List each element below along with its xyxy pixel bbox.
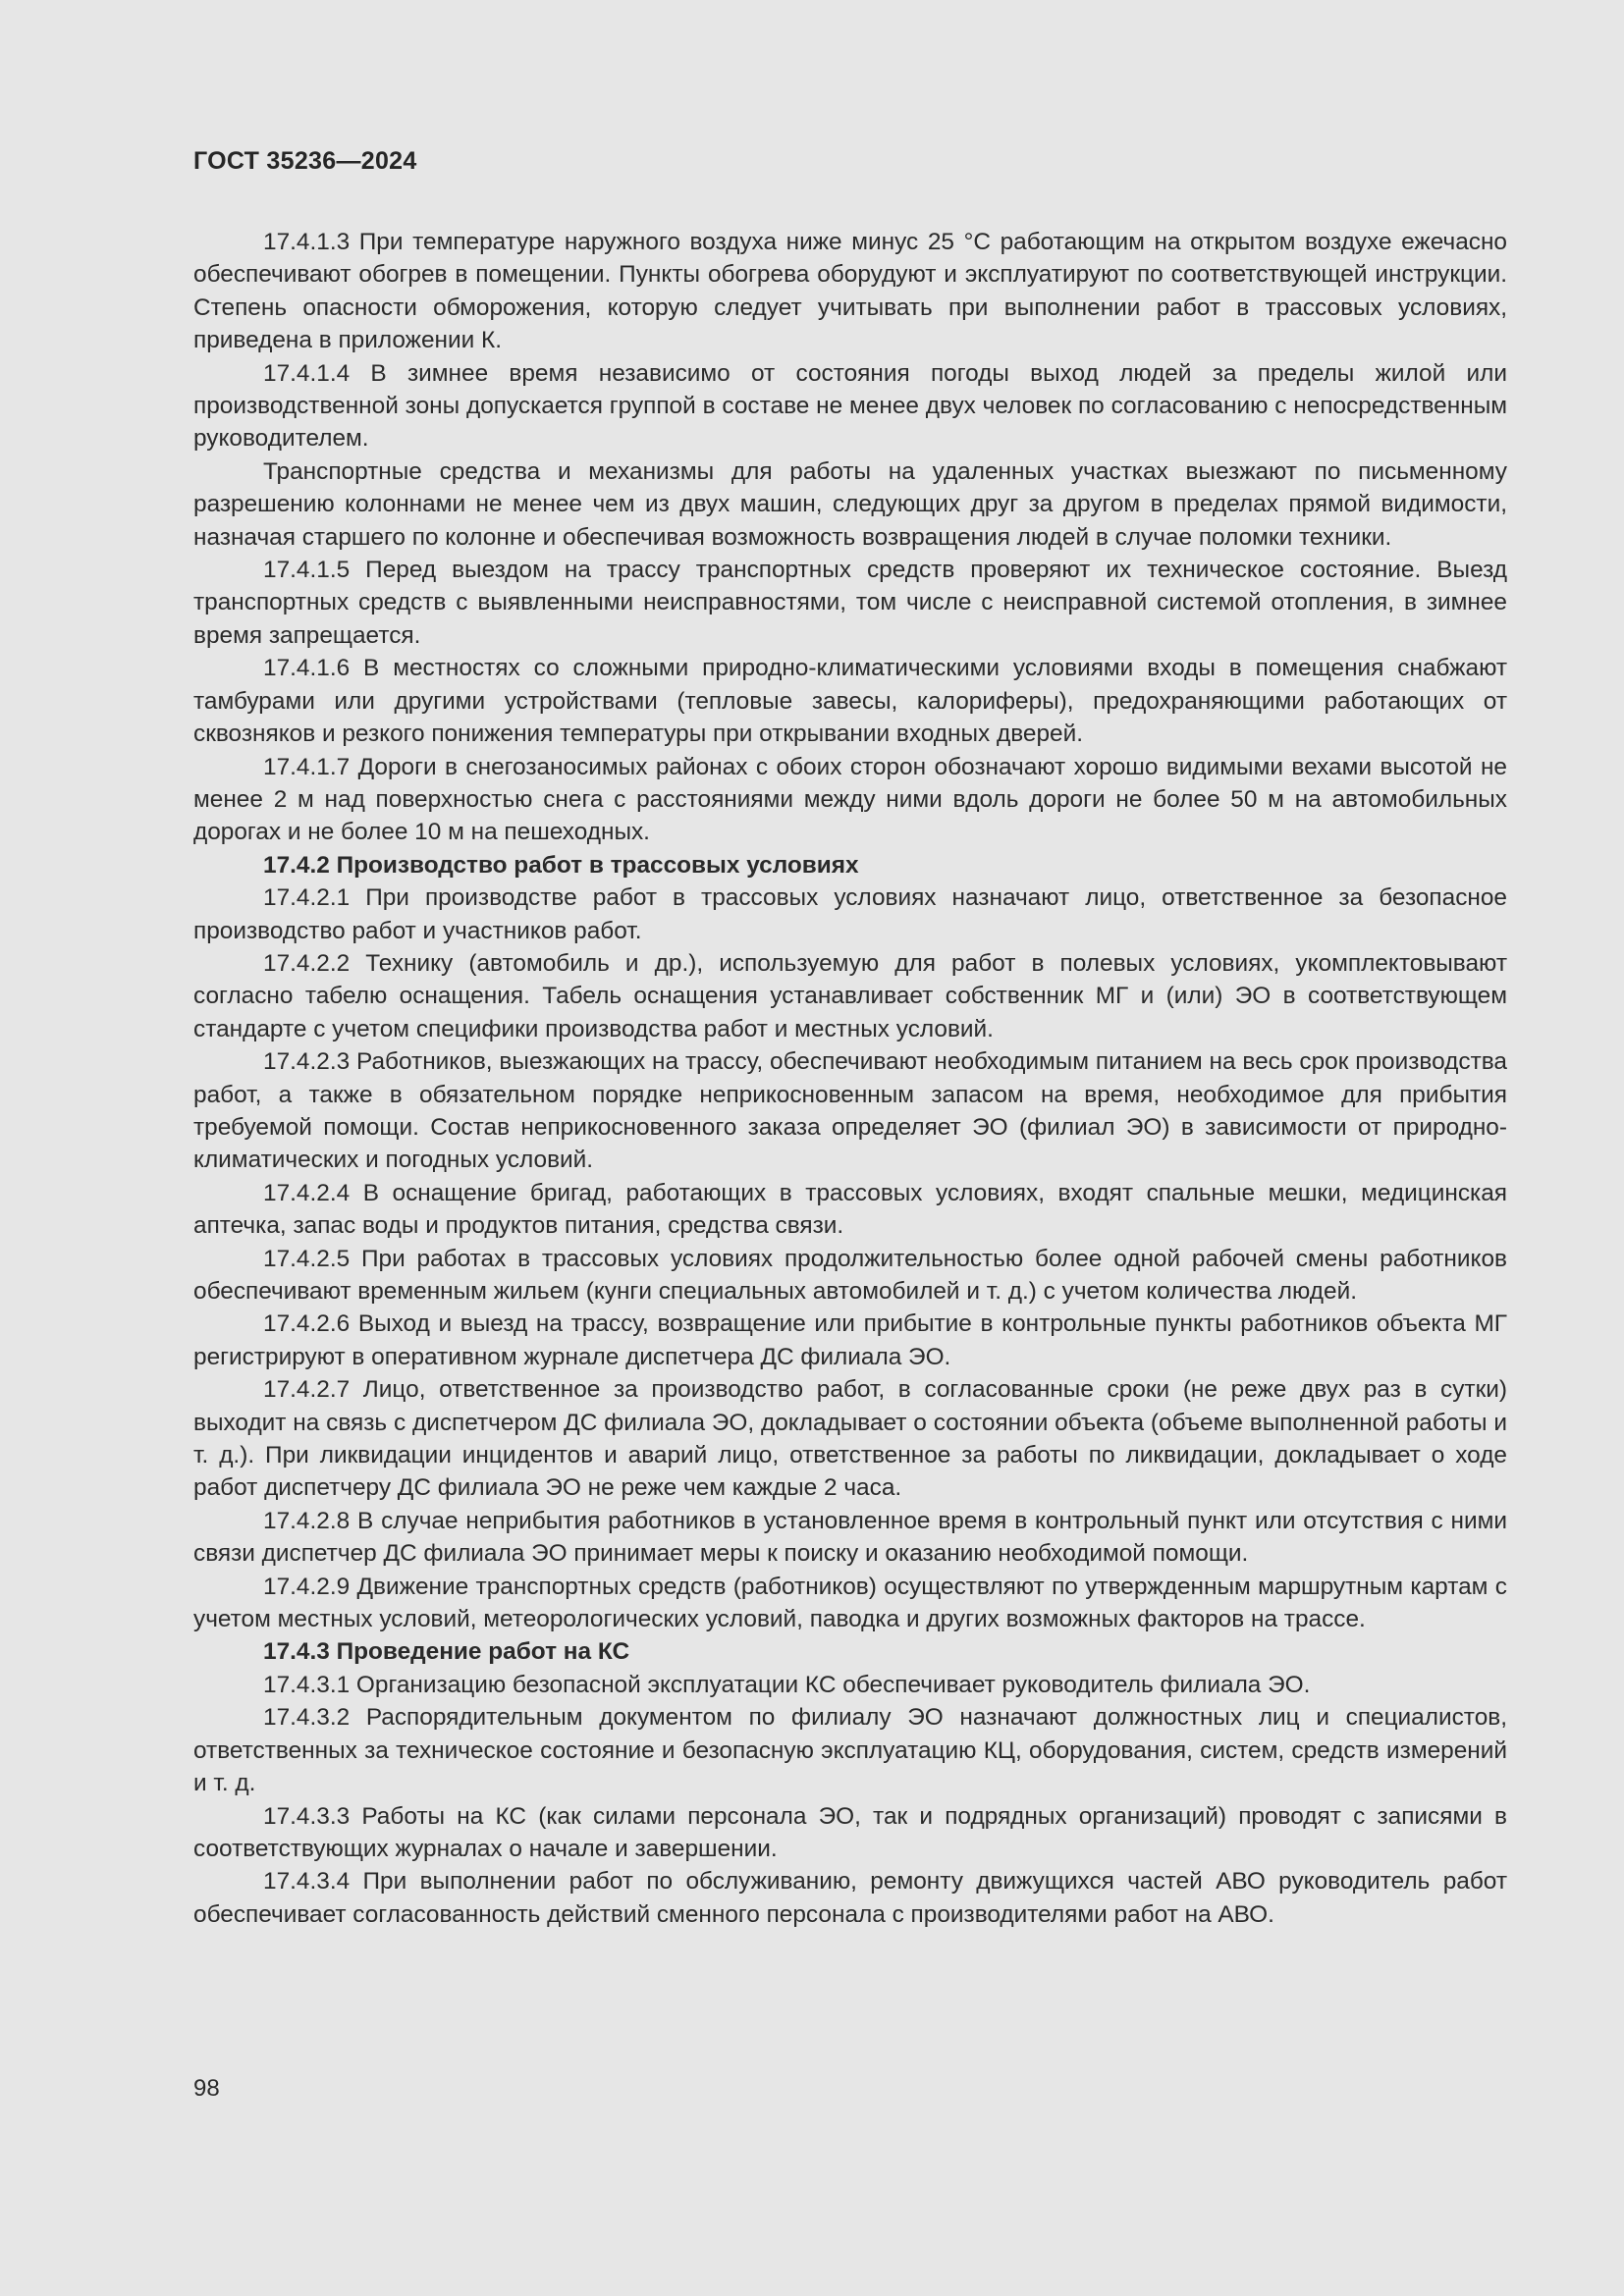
document-body bbox=[193, 226, 1507, 1931]
paragraph-17-4-3-3: 17.4.3.3 Работы на КС (как силами персонала ЭО, так и подрядных организаций) проводят с записями в соответствующих журналах о начале и завершении. bbox=[193, 1802, 1507, 1862]
section-heading-17-4-3: 17.4.3 Проведение работ на КС bbox=[263, 1638, 630, 1666]
paragraph-17-4-2-9: 17.4.2.9 Движение транспортных средств (работников) осуществляют по утвержденным маршрутным картам с учетом местных условий, метеорологических условий, паводка и других возможных факторов на трассе. bbox=[193, 1573, 1507, 1633]
paragraph-17-4-1-6: 17.4.1.6 В местностях со сложными природно-климатическими условиями входы в помещения снабжают тамбурами или другими устройствами (тепловые завесы, калориферы), предохраняющими работающих от сквозняков и резкого понижения температуры при открывании входных дверей. bbox=[193, 655, 1507, 748]
paragraph-17-4-3-1: 17.4.3.1 Организацию безопасной эксплуатации КС обеспечивает руководитель филиала ЭО. bbox=[263, 1671, 1311, 1698]
paragraph-transport-convoy: Транспортные средства и механизмы для работы на удаленных участках выезжают по письменному разрешению колоннами не менее чем из двух машин, следующих друг за другом в пределах прямой видимости, назначая старшего по колонне и обеспечивая возможность возвращения людей в случае поломки техники. bbox=[193, 457, 1507, 551]
paragraph-17-4-2-4: 17.4.2.4 В оснащение бригад, работающих в трассовых условиях, входят спальные мешки, медицинская аптечка, запас воды и продуктов питания, средства связи. bbox=[193, 1179, 1507, 1240]
paragraph-17-4-2-3: 17.4.2.3 Работников, выезжающих на трассу, обеспечивают необходимым питанием на весь срок производства работ, а также в обязательном порядке неприкосновенным запасом на время, необходимое для прибытия требуемой помощи. Состав неприкосновенного заказа определяет ЭО (филиал ЭО) в зависимости от природно-климатических и погодных условий. bbox=[193, 1048, 1507, 1174]
document-header-standard-code: ГОСТ 35236—2024 bbox=[193, 147, 417, 175]
paragraph-17-4-1-3: 17.4.1.3 При температуре наружного воздуха ниже минус 25 °С работающим на открытом воздухе ежечасно обеспечивают обогрев в помещении. Пункты обогрева оборудуют и эксплуатируют по соответствующей инструкции. Степень опасности обморожения, которую следует учитывать при выполнении работ в трассовых условиях, приведена в приложении К. bbox=[193, 229, 1507, 354]
paragraph-17-4-3-4: 17.4.3.4 При выполнении работ по обслуживанию, ремонту движущихся частей АВО руководитель работ обеспечивает согласованность действий сменного персонала с производителями работ на АВО. bbox=[193, 1868, 1507, 1928]
paragraph-17-4-1-5: 17.4.1.5 Перед выездом на трассу транспортных средств проверяют их техническое состояние. Выезд транспортных средств с выявленными неисправностями, том числе с неисправной системой отопления, в зимнее время запрещается. bbox=[193, 557, 1507, 649]
paragraph-17-4-3-2: 17.4.3.2 Распорядительным документом по филиалу ЭО назначают должностных лиц и специалистов, ответственных за техническое состояние и безопасную эксплуатацию КЦ, оборудования, систем, средств измерений и т. д. bbox=[193, 1704, 1507, 1797]
paragraph-17-4-1-4: 17.4.1.4 В зимнее время независимо от состояния погоды выход людей за пределы жилой или производственной зоны допускается группой в составе не менее двух человек по согласованию с непосредственным руководителем. bbox=[193, 359, 1507, 453]
page-number: 98 bbox=[193, 2075, 220, 2102]
paragraph-17-4-2-8: 17.4.2.8 В случае неприбытия работников в установленное время в контрольный пункт или отсутствия с ними связи диспетчер ДС филиала ЭО принимает меры к поиску и оказанию необходимой помощи. bbox=[193, 1507, 1507, 1568]
section-heading-17-4-2: 17.4.2 Производство работ в трассовых условиях bbox=[263, 851, 859, 879]
paragraph-17-4-2-5: 17.4.2.5 При работах в трассовых условиях продолжительностью более одной рабочей смены работников обеспечивают временным жильем (кунги специальных автомобилей и т. д.) с учетом количества людей. bbox=[193, 1245, 1507, 1305]
paragraph-17-4-2-1: 17.4.2.1 При производстве работ в трассовых условиях назначают лицо, ответственное за безопасное производство работ и участников работ. bbox=[193, 884, 1507, 944]
paragraph-17-4-1-7: 17.4.1.7 Дороги в снегозаносимых районах с обоих сторон обозначают хорошо видимыми вехами высотой не менее 2 м над поверхностью снега с расстояниями между ними вдоль дороги не более 50 м на автомобильных дорогах и не более 10 м на пешеходных. bbox=[193, 753, 1507, 846]
paragraph-17-4-2-7: 17.4.2.7 Лицо, ответственное за производство работ, в согласованные сроки (не реже двух раз в сутки) выходит на связь с диспетчером ДС филиала ЭО, докладывает о состоянии объекта (объеме выполненной работы и т. д.). При ликвидации инцидентов и аварий лицо, ответственное за работы по ликвидации, докладывает о ходе работ диспетчеру ДС филиала ЭО не реже чем каждые 2 часа. bbox=[193, 1376, 1507, 1502]
paragraph-17-4-2-6: 17.4.2.6 Выход и выезд на трассу, возвращение или прибытие в контрольные пункты работников объекта МГ регистрируют в оперативном журнале диспетчера ДС филиала ЭО. bbox=[193, 1310, 1507, 1370]
paragraph-17-4-2-2: 17.4.2.2 Технику (автомобиль и др.), используемую для работ в полевых условиях, укомплектовывают согласно табелю оснащения. Табель оснащения устанавливает собственник МГ и (или) ЭО в соответствующем стандарте с учетом специфики производства работ и местных условий. bbox=[193, 949, 1507, 1042]
